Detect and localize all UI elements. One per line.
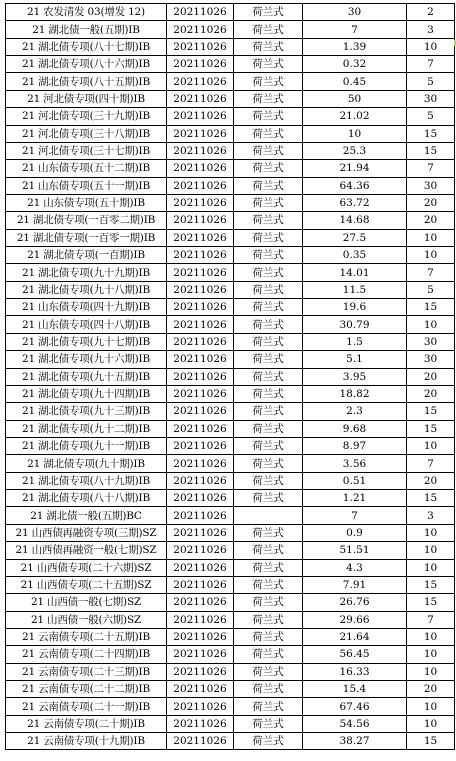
issue-date-cell: 20211026 <box>167 160 234 177</box>
issue-amount-cell: 4.3 <box>303 559 407 576</box>
table-row <box>6 38 455 55</box>
term-years-cell: 10 <box>407 247 455 264</box>
table-row <box>6 611 455 628</box>
issue-date-cell: 20211026 <box>167 333 234 350</box>
term-years-cell: 30 <box>407 333 455 350</box>
issue-amount-cell: 10 <box>303 125 407 142</box>
issue-amount-cell: 5.1 <box>303 351 407 368</box>
issue-date-cell: 20211026 <box>167 38 234 55</box>
auction-type-cell: 荷兰式 <box>234 611 303 628</box>
auction-type-cell: 荷兰式 <box>234 264 303 281</box>
issue-date-cell: 20211026 <box>167 681 234 698</box>
issue-date-cell: 20211026 <box>167 177 234 194</box>
bond-name-cell: 21 云南债专项(十九期)IB <box>6 733 167 750</box>
issue-amount-cell: 9.68 <box>303 420 407 437</box>
term-years-cell: 10 <box>407 628 455 645</box>
bond-issuance-table <box>5 3 455 750</box>
bond-name-cell: 21 河北债专项(三十七期)IB <box>6 142 167 159</box>
issue-date-cell: 20211026 <box>167 385 234 402</box>
issue-amount-cell: 21.94 <box>303 160 407 177</box>
issue-date-cell: 20211026 <box>167 281 234 298</box>
bond-name-cell: 21 云南债专项(二十一期)IB <box>6 698 167 715</box>
auction-type-cell: 荷兰式 <box>234 472 303 489</box>
table-row <box>6 281 455 298</box>
table-row <box>6 420 455 437</box>
table-row <box>6 385 455 402</box>
issue-amount-cell: 1.5 <box>303 333 407 350</box>
issue-date-cell: 20211026 <box>167 628 234 645</box>
table-row <box>6 73 455 90</box>
issue-amount-cell: 18.82 <box>303 385 407 402</box>
bond-name-cell: 21 河北债专项(三十八期)IB <box>6 125 167 142</box>
auction-type-cell: 荷兰式 <box>234 385 303 402</box>
term-years-cell: 10 <box>407 542 455 559</box>
issue-amount-cell: 56.45 <box>303 646 407 663</box>
term-years-cell: 15 <box>407 125 455 142</box>
bond-name-cell: 21 湖北债专项(九十一期)IB <box>6 437 167 454</box>
issue-date-cell: 20211026 <box>167 524 234 541</box>
auction-type-cell: 荷兰式 <box>234 698 303 715</box>
bond-name-cell: 21 山西债一般(六期)SZ <box>6 611 167 628</box>
issue-amount-cell: 16.33 <box>303 663 407 680</box>
issue-date-cell: 20211026 <box>167 108 234 125</box>
issue-amount-cell: 0.9 <box>303 524 407 541</box>
auction-type-cell: 荷兰式 <box>234 229 303 246</box>
bond-name-cell: 21 河北债专项(四十期)IB <box>6 90 167 107</box>
issue-amount-cell: 26.76 <box>303 594 407 611</box>
term-years-cell: 30 <box>407 177 455 194</box>
table-row <box>6 212 455 229</box>
term-years-cell: 10 <box>407 559 455 576</box>
table-row <box>6 542 455 559</box>
table-row <box>6 90 455 107</box>
term-years-cell: 20 <box>407 385 455 402</box>
bond-name-cell: 21 湖北债专项(九十七期)IB <box>6 333 167 350</box>
issue-amount-cell: 11.5 <box>303 281 407 298</box>
issue-amount-cell: 0.45 <box>303 73 407 90</box>
term-years-cell: 15 <box>407 403 455 420</box>
issue-date-cell: 20211026 <box>167 646 234 663</box>
auction-type-cell: 荷兰式 <box>234 38 303 55</box>
term-years-cell: 3 <box>407 507 455 524</box>
issue-date-cell: 20211026 <box>167 316 234 333</box>
bond-name-cell: 21 湖北债专项(九十三期)IB <box>6 403 167 420</box>
issue-date-cell: 20211026 <box>167 142 234 159</box>
issue-amount-cell: 30 <box>303 4 407 21</box>
term-years-cell: 7 <box>407 264 455 281</box>
table-row <box>6 559 455 576</box>
term-years-cell: 10 <box>407 38 455 55</box>
auction-type-cell: 荷兰式 <box>234 715 303 732</box>
auction-type-cell: 荷兰式 <box>234 90 303 107</box>
issue-date-cell: 20211026 <box>167 351 234 368</box>
issue-date-cell: 20211026 <box>167 4 234 21</box>
table-row <box>6 351 455 368</box>
bond-name-cell: 21 云南债专项(二十五期)IB <box>6 628 167 645</box>
term-years-cell: 10 <box>407 316 455 333</box>
term-years-cell: 2 <box>407 4 455 21</box>
bond-name-cell: 21 湖北债专项(九十六期)IB <box>6 351 167 368</box>
term-years-cell: 7 <box>407 56 455 73</box>
issue-date-cell: 20211026 <box>167 73 234 90</box>
auction-type-cell: 荷兰式 <box>234 4 303 21</box>
table-row <box>6 698 455 715</box>
issue-amount-cell: 2.3 <box>303 403 407 420</box>
issue-amount-cell: 7.91 <box>303 576 407 593</box>
term-years-cell: 7 <box>407 160 455 177</box>
auction-type-cell: 荷兰式 <box>234 559 303 576</box>
issue-amount-cell: 7 <box>303 507 407 524</box>
term-years-cell: 30 <box>407 351 455 368</box>
table-row <box>6 733 455 750</box>
bond-name-cell: 21 山西债再融资一般(七期)SZ <box>6 542 167 559</box>
term-years-cell: 15 <box>407 420 455 437</box>
term-years-cell: 15 <box>407 576 455 593</box>
issue-amount-cell: 63.72 <box>303 194 407 211</box>
auction-type-cell: 荷兰式 <box>234 125 303 142</box>
table-row <box>6 4 455 21</box>
term-years-cell: 7 <box>407 455 455 472</box>
term-years-cell: 15 <box>407 733 455 750</box>
auction-type-cell: 荷兰式 <box>234 56 303 73</box>
auction-type-cell: 荷兰式 <box>234 299 303 316</box>
table-row <box>6 299 455 316</box>
auction-type-cell: 荷兰式 <box>234 368 303 385</box>
issue-amount-cell: 7 <box>303 21 407 38</box>
bond-name-cell: 21 云南债专项(二十三期)IB <box>6 663 167 680</box>
auction-type-cell: 荷兰式 <box>234 212 303 229</box>
table-row <box>6 160 455 177</box>
issue-amount-cell: 0.32 <box>303 56 407 73</box>
table-row <box>6 56 455 73</box>
auction-type-cell: 荷兰式 <box>234 437 303 454</box>
table-row <box>6 142 455 159</box>
bond-name-cell: 21 湖北债专项(九十九期)IB <box>6 264 167 281</box>
bond-name-cell: 21 云南债专项(二十四期)IB <box>6 646 167 663</box>
bond-name-cell: 21 湖北债专项(九十期)IB <box>6 455 167 472</box>
bond-name-cell: 21 湖北债专项(八十八期)IB <box>6 490 167 507</box>
term-years-cell: 7 <box>407 611 455 628</box>
auction-type-cell: 荷兰式 <box>234 420 303 437</box>
issue-amount-cell: 64.36 <box>303 177 407 194</box>
auction-type-cell: 荷兰式 <box>234 663 303 680</box>
issue-date-cell: 20211026 <box>167 594 234 611</box>
bond-name-cell: 21 山东债专项(五十期)IB <box>6 194 167 211</box>
term-years-cell: 5 <box>407 73 455 90</box>
bond-name-cell: 21 山东债专项(五十一期)IB <box>6 177 167 194</box>
table-row <box>6 177 455 194</box>
issue-date-cell: 20211026 <box>167 663 234 680</box>
table-row <box>6 455 455 472</box>
table-row <box>6 247 455 264</box>
auction-type-cell: 荷兰式 <box>234 108 303 125</box>
issue-amount-cell: 27.5 <box>303 229 407 246</box>
issue-date-cell: 20211026 <box>167 56 234 73</box>
issue-date-cell: 20211026 <box>167 247 234 264</box>
term-years-cell: 10 <box>407 646 455 663</box>
bond-name-cell: 21 山西债专项(二十五期)SZ <box>6 576 167 593</box>
bond-name-cell: 21 湖北债一般(五期)IB <box>6 21 167 38</box>
bond-name-cell: 21 山西债再融资专项(三期)SZ <box>6 524 167 541</box>
table-row <box>6 628 455 645</box>
auction-type-cell: 荷兰式 <box>234 316 303 333</box>
table-row <box>6 576 455 593</box>
issue-amount-cell: 14.68 <box>303 212 407 229</box>
table-row <box>6 403 455 420</box>
table-row <box>6 264 455 281</box>
table-row <box>6 125 455 142</box>
table-row <box>6 663 455 680</box>
issue-amount-cell: 15.4 <box>303 681 407 698</box>
issue-amount-cell: 54.56 <box>303 715 407 732</box>
auction-type-cell: 荷兰式 <box>234 490 303 507</box>
issue-date-cell: 20211026 <box>167 733 234 750</box>
issue-amount-cell: 51.51 <box>303 542 407 559</box>
bond-name-cell: 21 湖北债专项(八十六期)IB <box>6 56 167 73</box>
auction-type-cell: 荷兰式 <box>234 733 303 750</box>
issue-date-cell: 20211026 <box>167 90 234 107</box>
table-row <box>6 490 455 507</box>
bond-name-cell: 21 湖北债专项(九十二期)IB <box>6 420 167 437</box>
auction-type-cell: 荷兰式 <box>234 21 303 38</box>
table-row <box>6 594 455 611</box>
term-years-cell: 10 <box>407 524 455 541</box>
table-row <box>6 229 455 246</box>
term-years-cell: 15 <box>407 594 455 611</box>
auction-type-cell: 荷兰式 <box>234 142 303 159</box>
term-years-cell: 30 <box>407 90 455 107</box>
issue-date-cell: 20211026 <box>167 715 234 732</box>
bond-name-cell: 21 湖北债专项(九十八期)IB <box>6 281 167 298</box>
auction-type-cell <box>234 507 303 524</box>
issue-amount-cell: 25.3 <box>303 142 407 159</box>
issue-amount-cell: 21.64 <box>303 628 407 645</box>
bond-name-cell: 21 云南债专项(二十期)IB <box>6 715 167 732</box>
term-years-cell: 20 <box>407 472 455 489</box>
auction-type-cell: 荷兰式 <box>234 403 303 420</box>
auction-type-cell: 荷兰式 <box>234 160 303 177</box>
table-row <box>6 194 455 211</box>
bond-name-cell: 21 湖北债专项(一百期)IB <box>6 247 167 264</box>
issue-date-cell: 20211026 <box>167 455 234 472</box>
issue-amount-cell: 8.97 <box>303 437 407 454</box>
auction-type-cell: 荷兰式 <box>234 524 303 541</box>
issue-date-cell: 20211026 <box>167 264 234 281</box>
auction-type-cell: 荷兰式 <box>234 646 303 663</box>
term-years-cell: 20 <box>407 212 455 229</box>
issue-amount-cell: 3.56 <box>303 455 407 472</box>
bond-name-cell: 21 河北债专项(三十九期)IB <box>6 108 167 125</box>
term-years-cell: 10 <box>407 437 455 454</box>
issue-date-cell: 20211026 <box>167 21 234 38</box>
issue-date-cell: 20211026 <box>167 194 234 211</box>
bond-name-cell: 21 湖北债专项(九十四期)IB <box>6 385 167 402</box>
issue-amount-cell: 0.51 <box>303 472 407 489</box>
issue-date-cell: 20211026 <box>167 229 234 246</box>
issue-amount-cell: 67.46 <box>303 698 407 715</box>
auction-type-cell: 荷兰式 <box>234 628 303 645</box>
issue-date-cell: 20211026 <box>167 698 234 715</box>
issue-date-cell: 20211026 <box>167 125 234 142</box>
issue-amount-cell: 50 <box>303 90 407 107</box>
issue-amount-cell: 30.79 <box>303 316 407 333</box>
issue-amount-cell: 1.21 <box>303 490 407 507</box>
issue-date-cell: 20211026 <box>167 507 234 524</box>
issue-amount-cell: 0.35 <box>303 247 407 264</box>
issue-amount-cell: 1.39 <box>303 38 407 55</box>
table-row <box>6 472 455 489</box>
bond-name-cell: 21 湖北债专项(一百零一期)IB <box>6 229 167 246</box>
term-years-cell: 20 <box>407 681 455 698</box>
term-years-cell: 10 <box>407 698 455 715</box>
term-years-cell: 10 <box>407 663 455 680</box>
bond-name-cell: 21 湖北债一般(五期)BC <box>6 507 167 524</box>
table-row <box>6 681 455 698</box>
auction-type-cell: 荷兰式 <box>234 177 303 194</box>
term-years-cell: 15 <box>407 490 455 507</box>
issue-date-cell: 20211026 <box>167 472 234 489</box>
bond-name-cell: 21 山东债专项(五十二期)IB <box>6 160 167 177</box>
bond-name-cell: 21 山西债一般(七期)SZ <box>6 594 167 611</box>
issue-date-cell: 20211026 <box>167 559 234 576</box>
table-row <box>6 108 455 125</box>
auction-type-cell: 荷兰式 <box>234 194 303 211</box>
term-years-cell: 3 <box>407 21 455 38</box>
term-years-cell: 10 <box>407 229 455 246</box>
term-years-cell: 15 <box>407 142 455 159</box>
auction-type-cell: 荷兰式 <box>234 73 303 90</box>
term-years-cell: 15 <box>407 299 455 316</box>
term-years-cell: 20 <box>407 194 455 211</box>
table-row <box>6 507 455 524</box>
issue-amount-cell: 14.01 <box>303 264 407 281</box>
bond-name-cell: 21 云南债专项(二十二期)IB <box>6 681 167 698</box>
term-years-cell: 20 <box>407 368 455 385</box>
issue-amount-cell: 38.27 <box>303 733 407 750</box>
bond-name-cell: 21 湖北债专项(一百零二期)IB <box>6 212 167 229</box>
bond-name-cell: 21 湖北债专项(八十九期)IB <box>6 472 167 489</box>
auction-type-cell: 荷兰式 <box>234 333 303 350</box>
table-body <box>6 4 455 750</box>
auction-type-cell: 荷兰式 <box>234 281 303 298</box>
issue-date-cell: 20211026 <box>167 490 234 507</box>
auction-type-cell: 荷兰式 <box>234 247 303 264</box>
bond-name-cell: 21 山东债专项(四十九期)IB <box>6 299 167 316</box>
issue-date-cell: 20211026 <box>167 611 234 628</box>
term-years-cell: 5 <box>407 108 455 125</box>
table-row <box>6 646 455 663</box>
auction-type-cell: 荷兰式 <box>234 681 303 698</box>
issue-amount-cell: 19.6 <box>303 299 407 316</box>
issue-amount-cell: 21.02 <box>303 108 407 125</box>
table-row <box>6 524 455 541</box>
issue-date-cell: 20211026 <box>167 299 234 316</box>
issue-date-cell: 20211026 <box>167 542 234 559</box>
issue-date-cell: 20211026 <box>167 420 234 437</box>
bond-name-cell: 21 农发清发 03(增发 12) <box>6 4 167 21</box>
auction-type-cell: 荷兰式 <box>234 351 303 368</box>
auction-type-cell: 荷兰式 <box>234 455 303 472</box>
table-row <box>6 437 455 454</box>
bond-name-cell: 21 湖北债专项(八十五期)IB <box>6 73 167 90</box>
issue-date-cell: 20211026 <box>167 368 234 385</box>
issue-date-cell: 20211026 <box>167 437 234 454</box>
table-row <box>6 316 455 333</box>
term-years-cell: 5 <box>407 281 455 298</box>
bond-name-cell: 21 湖北债专项(八十七期)IB <box>6 38 167 55</box>
issue-date-cell: 20211026 <box>167 576 234 593</box>
table-row <box>6 715 455 732</box>
table-row <box>6 333 455 350</box>
bond-name-cell: 21 山东债专项(四十八期)IB <box>6 316 167 333</box>
auction-type-cell: 荷兰式 <box>234 594 303 611</box>
issue-date-cell: 20211026 <box>167 403 234 420</box>
table-row <box>6 368 455 385</box>
auction-type-cell: 荷兰式 <box>234 576 303 593</box>
issue-amount-cell: 29.66 <box>303 611 407 628</box>
bond-name-cell: 21 山西债专项(二十六期)SZ <box>6 559 167 576</box>
table-row <box>6 21 455 38</box>
issue-amount-cell: 3.95 <box>303 368 407 385</box>
issue-date-cell: 20211026 <box>167 212 234 229</box>
auction-type-cell: 荷兰式 <box>234 542 303 559</box>
bond-name-cell: 21 湖北债专项(九十五期)IB <box>6 368 167 385</box>
term-years-cell: 10 <box>407 715 455 732</box>
